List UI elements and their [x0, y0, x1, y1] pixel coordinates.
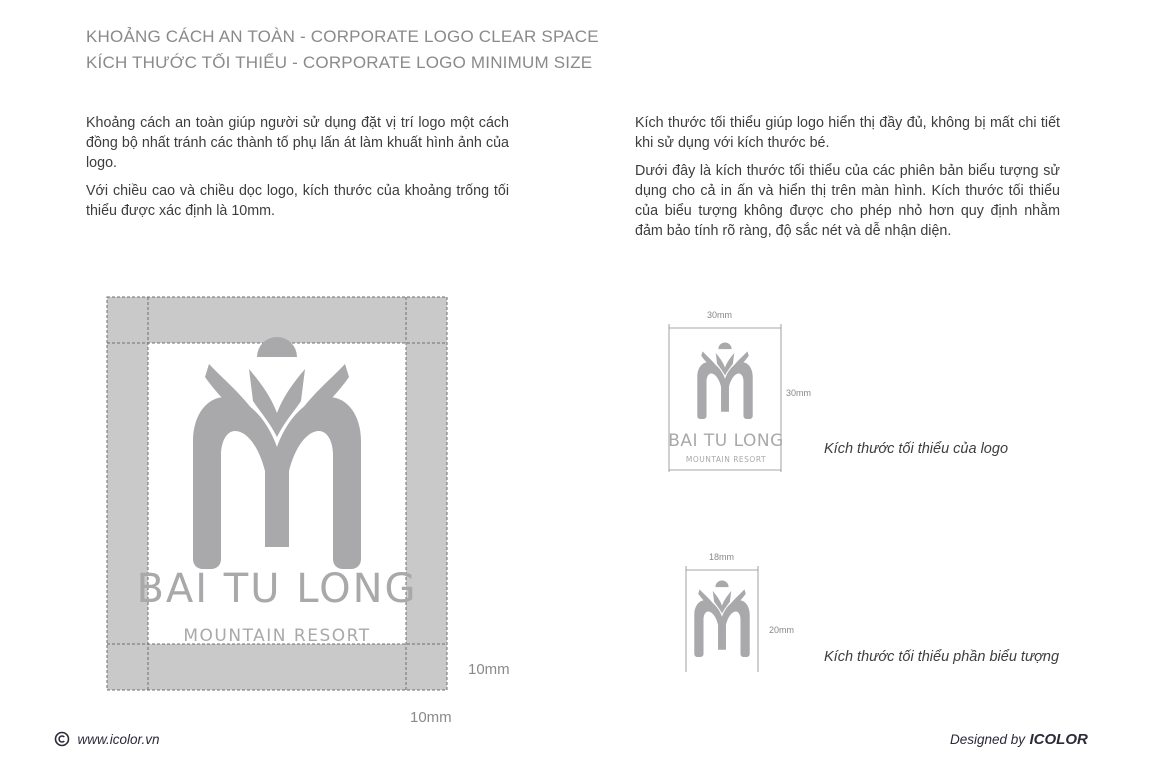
header-line-1: KHOẢNG CÁCH AN TOÀN - CORPORATE LOGO CLEAR SPACE: [86, 27, 599, 46]
clear-space-paragraph-2: Với chiều cao và chiều dọc logo, kích thước của khoảng trống tối thiểu được xác định là 10mm.: [86, 183, 509, 219]
minimum-size-description: [635, 113, 1060, 241]
minimum-logo-width-label: 30mm: [707, 310, 733, 320]
minimum-logo-wordmark: BAI TU LONG: [668, 431, 784, 451]
logo-wordmark: BAI TU LONG: [136, 566, 418, 612]
minimum-logo-height-label: 30mm: [786, 388, 812, 398]
minimum-size-paragraph-2: Dưới đây là kích thước tối thiểu của các phiên bản biểu tượng sử dụng cho cả in ấn và hiển thị trên màn hình. Kích thước tối thiểu của biểu tượng không được cho phép nhỏ hơn quy định nhằm đảm bảo tính rõ ràng, độ sắc nét và dễ nhận diện.: [635, 163, 1060, 239]
minimum-symbol-height-label: 20mm: [769, 625, 795, 635]
clear-space-paragraph-1: Khoảng cách an toàn giúp người sử dụng đặt vị trí logo một cách đồng bộ nhất tránh các thành tố phụ lấn át làm khuất hình ảnh của logo.: [86, 115, 509, 171]
designer-brand: ICOLOR: [1029, 731, 1088, 748]
footer-credit: [950, 731, 1088, 749]
minimum-logo-caption: Kích thước tối thiểu của logo: [824, 441, 1009, 457]
copyright-icon: [54, 731, 70, 747]
minimum-symbol-diagram: [682, 564, 762, 676]
minimum-logo-tagline: MOUNTAIN RESORT: [685, 455, 767, 464]
designed-by-label: Designed by: [950, 732, 1026, 747]
clear-space-bottom-label: 10mm: [410, 709, 452, 726]
minimum-size-paragraph-1: Kích thước tối thiểu giúp logo hiển thị đầy đủ, không bị mất chi tiết khi sử dụng với kích thước bé.: [635, 115, 1060, 151]
website-link[interactable]: www.icolor.vn: [77, 732, 160, 747]
header-line-2: KÍCH THƯỚC TỐI THIỂU - CORPORATE LOGO MINIMUM SIZE: [86, 53, 593, 72]
minimum-symbol-width-label: 18mm: [709, 552, 735, 562]
minimum-symbol-caption: Kích thước tối thiểu phần biểu tượng: [824, 649, 1060, 665]
minimum-logo-diagram: [664, 322, 788, 474]
logo-tagline: MOUNTAIN RESORT: [183, 626, 371, 646]
clear-space-right-label: 10mm: [468, 661, 510, 678]
minimum-symbol-emblem: [694, 581, 749, 658]
footer-website: [54, 731, 159, 749]
clear-space-description: [86, 113, 509, 221]
